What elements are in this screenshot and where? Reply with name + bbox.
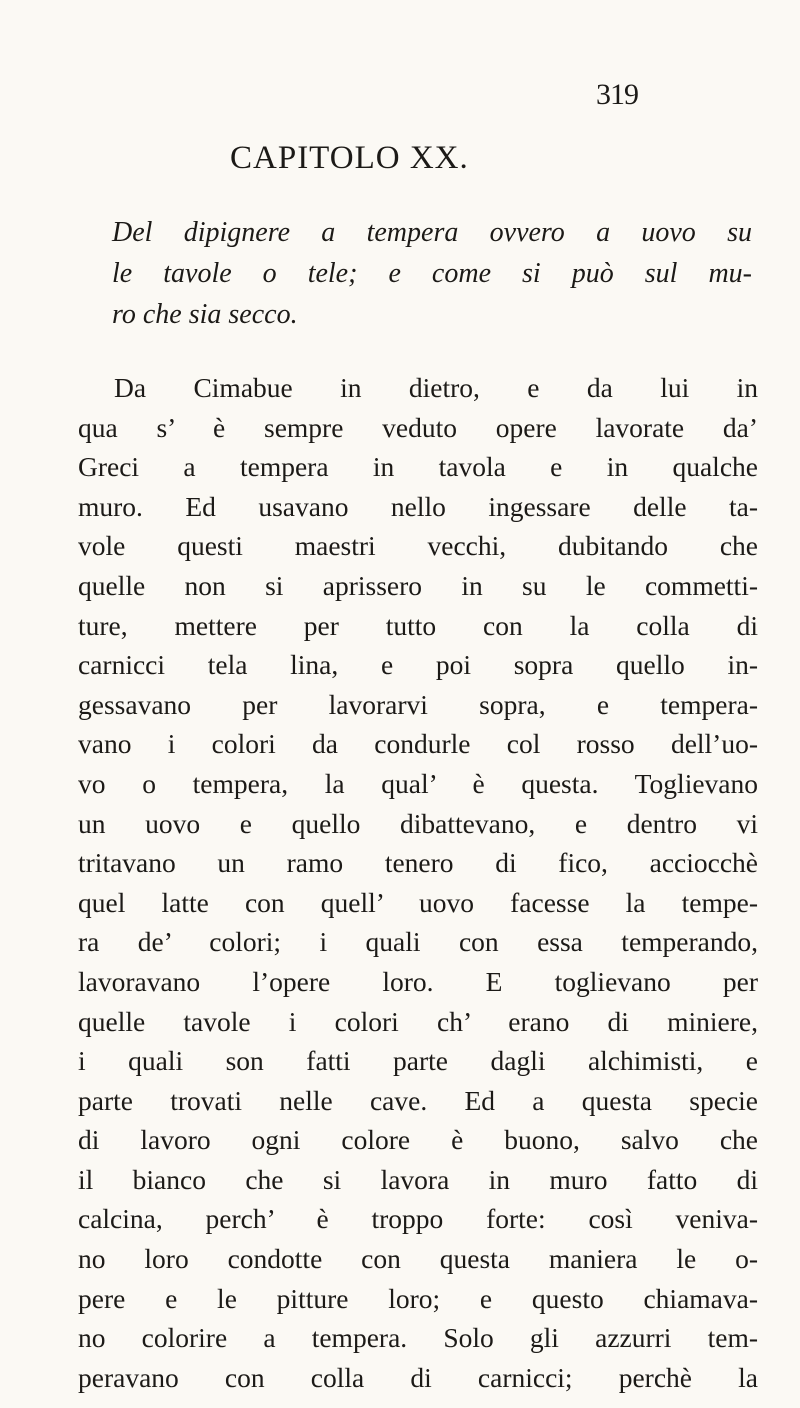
text-line: Da Cimabue in dietro, e da lui in (114, 372, 758, 403)
text-line: di lavoro ogni colore è buono, salvo che (78, 1124, 758, 1156)
text-line: tritavano un ramo tenero di fico, acciocchè (78, 847, 758, 879)
text-line: parte trovati nelle cave. Ed a questa specie (78, 1084, 758, 1116)
text-line: pere e le pitture loro; e questo chiamava- (78, 1282, 758, 1314)
text-line: vole questi maestri vecchi, dubitando che (78, 530, 758, 562)
text-line: quelle non si aprissero in su le commetti- (78, 569, 758, 601)
page-number: 319 (596, 78, 638, 111)
chapter-title: CAPITOLO XX. (230, 140, 469, 176)
text-line: peravano con colla di carnicci; perchè la (78, 1361, 758, 1393)
chapter-subtitle (112, 212, 752, 335)
text-line: Greci a tempera in tavola e in qualche (78, 451, 758, 483)
subtitle-line: Del dipignere a tempera ovvero a uovo su (112, 217, 752, 248)
text-line: quelle tavole i colori ch’ erano di miniere, (78, 1005, 758, 1037)
subtitle-line: ro che sia secco. (112, 299, 298, 330)
text-line: qua s’ è sempre veduto opere lavorate da’ (78, 411, 758, 443)
text-line: calcina, perch’ è troppo forte: così veniva- (78, 1203, 758, 1235)
text-line: vano i colori da condurle col rosso dell’uo- (78, 728, 758, 760)
text-line: il bianco che si lavora in muro fatto di (78, 1163, 758, 1195)
text-line: ture, mettere per tutto con la colla di (78, 609, 758, 641)
text-line: ra de’ colori; i quali con essa temperando, (78, 926, 758, 958)
text-line: quel latte con quell’ uovo facesse la tempe- (78, 886, 758, 918)
text-line: un uovo e quello dibattevano, e dentro vi (78, 807, 758, 839)
text-line: vo o tempera, la qual’ è questa. Toglievano (78, 767, 758, 799)
text-line: muro. Ed usavano nello ingessare delle ta- (78, 490, 758, 522)
text-line: no colorire a tempera. Solo gli azzurri tem- (78, 1322, 758, 1354)
text-line: carnicci tela lina, e poi sopra quello in- (78, 649, 758, 681)
text-line: gessavano per lavorarvi sopra, e tempera- (78, 688, 758, 720)
subtitle-line: le tavole o tele; e come si può sul mu- (112, 258, 752, 289)
text-line: i quali son fatti parte dagli alchimisti, e (78, 1045, 758, 1077)
body-text (78, 368, 758, 1397)
text-line: lavoravano l’opere loro. E toglievano per (78, 965, 758, 997)
text-line: no loro condotte con questa maniera le o- (78, 1243, 758, 1275)
